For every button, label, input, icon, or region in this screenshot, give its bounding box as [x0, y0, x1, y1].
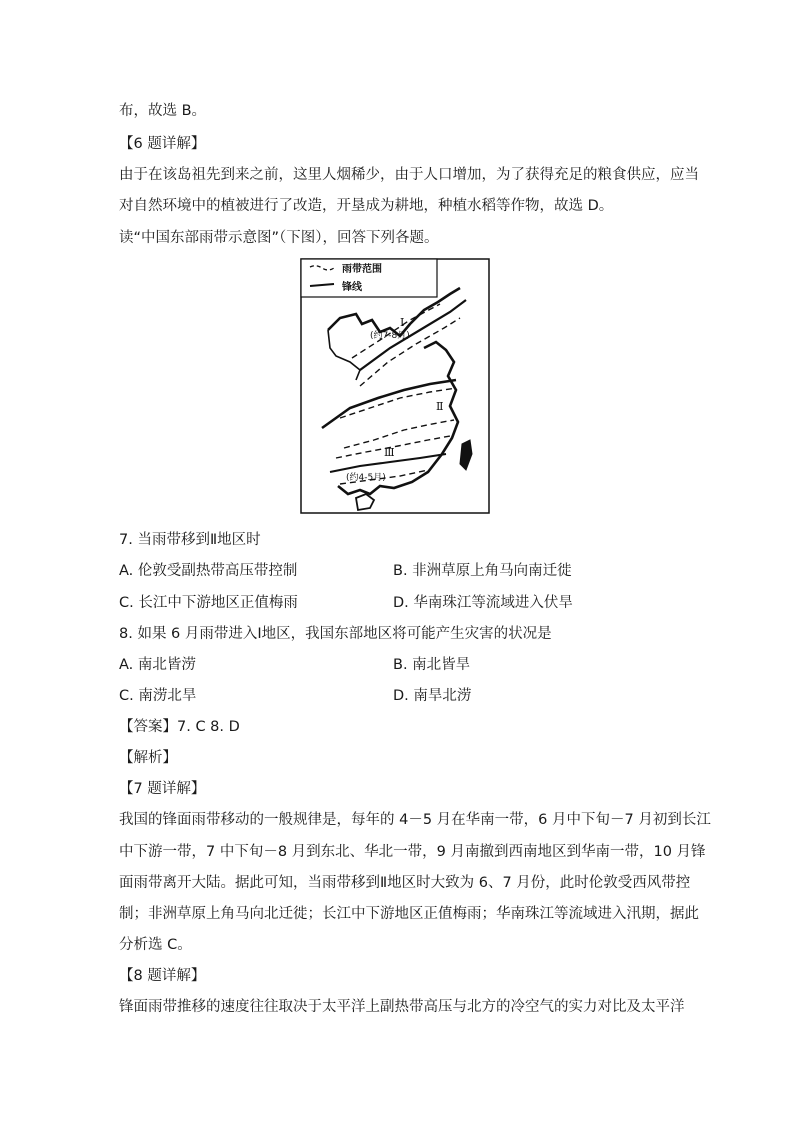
question-8-option-c: C. 南涝北旱: [119, 688, 197, 704]
legend-rain-belt-label: 雨带范围: [342, 264, 382, 275]
detail-8-heading: 【8 题详解】: [119, 968, 206, 984]
region-1-label: Ⅰ: [400, 316, 405, 329]
detail-7-paragraph-line: 面雨带离开大陆。据此可知，当雨带移到Ⅱ地区时大致为 6、7 月份，此时伦敦受西风带控: [119, 875, 691, 891]
detail-7-paragraph-line: 中下游一带，7 中下旬－8 月到东北、华北一带，9 月南撤到西南地区到华南一带，10 月锋: [119, 844, 706, 860]
question-8-option-b: B. 南北皆旱: [393, 657, 471, 673]
region-3-period: (约4-5月): [346, 473, 386, 483]
question-7-option-a: A. 伦敦受副热带高压带控制: [119, 563, 298, 579]
detail-8-paragraph-line: 锋面雨带推移的速度往往取决于太平洋上副热带高压与北方的冷空气的实力对比及太平洋: [119, 999, 685, 1015]
question-8-option-a: A. 南北皆涝: [119, 657, 196, 673]
question-8-option-d: D. 南旱北涝: [393, 688, 472, 704]
answer-line: 【答案】7. C 8. D: [119, 719, 240, 735]
region-1-period: (约7-8月): [370, 331, 410, 341]
question-7-option-c: C. 长江中下游地区正值梅雨: [119, 595, 298, 611]
question-8-stem: 8. 如果 6 月雨带进入Ⅰ地区，我国东部地区将可能产生灾害的状况是: [119, 626, 552, 642]
section-heading: 【6 题详解】: [119, 136, 206, 152]
region-2-label: Ⅱ: [436, 400, 444, 413]
text-line: 布，故选 B。: [119, 103, 207, 119]
detail-7-paragraph-line: 分析选 C。: [119, 937, 192, 953]
text-line: 读“中国东部雨带示意图”（下图），回答下列各题。: [119, 230, 439, 246]
question-7-stem: 7. 当雨带移到Ⅱ地区时: [119, 532, 261, 548]
detail-7-heading: 【7 题详解】: [119, 781, 206, 797]
detail-7-paragraph-line: 制；非洲草原上角马向北迁徙；长江中下游地区正值梅雨；华南珠江等流域进入汛期，据此: [119, 906, 699, 922]
detail-7-paragraph-line: 我国的锋面雨带移动的一般规律是，每年的 4－5 月在华南一带，6 月中下旬－7 月初到长江: [119, 812, 711, 828]
text-line: 对自然环境中的植被进行了改造，开垦成为耕地，种植水稻等作物，故选 D。: [119, 198, 614, 214]
question-7-option-d: D. 华南珠江等流域进入伏旱: [393, 595, 573, 611]
region-3-label: Ⅲ: [384, 446, 395, 459]
question-7-option-b: B. 非洲草原上角马向南迁徙: [393, 563, 572, 579]
rain-belt-map-figure: [300, 258, 490, 514]
analysis-heading: 【解析】: [119, 750, 177, 766]
legend-front-label: 锋线: [342, 282, 362, 293]
rain-belt-map: [300, 258, 490, 514]
text-line: 由于在该岛祖先到来之前，这里人烟稀少，由于人口增加，为了获得充足的粮食供应，应当: [119, 167, 699, 183]
